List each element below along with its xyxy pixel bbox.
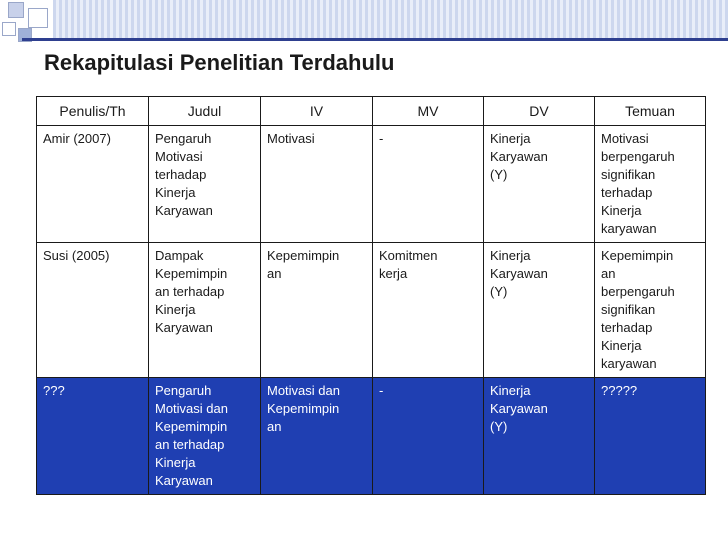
cell-text: Kinerja xyxy=(490,383,531,398)
cell-text: Komitmen xyxy=(379,248,438,263)
table-cell xyxy=(37,378,149,495)
cell-text: Motivasi xyxy=(267,131,315,146)
cell-text: Kepemimpin xyxy=(601,248,674,263)
cell-text: Motivasi dan xyxy=(155,401,228,416)
cell-text: Karyawan xyxy=(490,401,548,416)
cell-text: (Y) xyxy=(490,167,508,182)
cell-text: Karyawan xyxy=(155,320,213,335)
cell-text: Karyawan xyxy=(155,473,213,488)
cell-text: an xyxy=(601,266,616,281)
table-cell xyxy=(595,126,706,243)
table-row xyxy=(37,378,706,495)
cell-text: Kinerja xyxy=(601,338,642,353)
column-header: MV xyxy=(373,97,484,126)
cell-text: signifikan xyxy=(601,167,656,182)
table-cell xyxy=(149,378,261,495)
cell-text: kerja xyxy=(379,266,408,281)
column-header: Temuan xyxy=(595,97,706,126)
cell-text: an xyxy=(267,266,282,281)
cell-text: terhadap xyxy=(601,185,653,200)
table-cell xyxy=(373,378,484,495)
table-cell xyxy=(261,126,373,243)
table-cell xyxy=(484,126,595,243)
header-stripe-bar xyxy=(53,0,728,38)
cell-text: Kinerja xyxy=(155,302,196,317)
cell-text: Kepemimpin xyxy=(155,419,228,434)
cell-text: karyawan xyxy=(601,356,657,371)
cell-text: Kepemimpin xyxy=(267,248,340,263)
cell-text: signifikan xyxy=(601,302,656,317)
cell-text: Kinerja xyxy=(155,455,196,470)
cell-text: Pengaruh xyxy=(155,383,212,398)
cell-text: Kinerja xyxy=(155,185,196,200)
header-rule xyxy=(22,38,728,41)
cell-text: an xyxy=(267,419,282,434)
cell-text: an terhadap xyxy=(155,437,225,452)
cell-text: (Y) xyxy=(490,284,508,299)
cell-text: Kepemimpin xyxy=(155,266,228,281)
table-cell xyxy=(595,243,706,378)
table-cell xyxy=(149,126,261,243)
table-header-row xyxy=(37,97,706,126)
cell-text: Kepemimpin xyxy=(267,401,340,416)
table-row xyxy=(37,243,706,378)
cell-text: berpengaruh xyxy=(601,284,675,299)
cell-text: Karyawan xyxy=(155,203,213,218)
cell-text: Motivasi xyxy=(601,131,649,146)
table-cell xyxy=(373,243,484,378)
column-header: IV xyxy=(261,97,373,126)
cell-text: Motivasi dan xyxy=(267,383,340,398)
cell-text: Susi (2005) xyxy=(43,248,110,263)
slide-title: Rekapitulasi Penelitian Terdahulu xyxy=(44,50,395,75)
cell-text: Karyawan xyxy=(490,149,548,164)
cell-text: berpengaruh xyxy=(601,149,675,164)
column-header: Penulis/Th xyxy=(37,97,149,126)
cell-text: Kinerja xyxy=(490,131,531,146)
cell-text: Motivasi xyxy=(155,149,203,164)
table-cell xyxy=(261,243,373,378)
table-cell xyxy=(261,378,373,495)
cell-text: terhadap xyxy=(155,167,207,182)
table-cell xyxy=(37,126,149,243)
cell-text: ????? xyxy=(601,383,638,398)
table-cell xyxy=(373,126,484,243)
table-cell xyxy=(37,243,149,378)
table-cell xyxy=(484,378,595,495)
cell-text: karyawan xyxy=(601,221,657,236)
cell-text: ??? xyxy=(43,383,65,398)
deco-square-1 xyxy=(8,2,24,18)
cell-text: Dampak xyxy=(155,248,204,263)
cell-text: - xyxy=(379,383,384,398)
table-row xyxy=(37,126,706,243)
cell-text: - xyxy=(379,131,384,146)
column-header: Judul xyxy=(149,97,261,126)
table-cell xyxy=(484,243,595,378)
research-recap-table xyxy=(36,96,706,495)
cell-text: an terhadap xyxy=(155,284,225,299)
table-body xyxy=(37,126,706,495)
column-header: DV xyxy=(484,97,595,126)
cell-text: (Y) xyxy=(490,419,508,434)
deco-square-3 xyxy=(2,22,16,36)
cell-text: Amir (2007) xyxy=(43,131,111,146)
deco-square-2 xyxy=(28,8,48,28)
table-cell xyxy=(149,243,261,378)
cell-text: Kinerja xyxy=(601,203,642,218)
cell-text: Pengaruh xyxy=(155,131,212,146)
cell-text: Kinerja xyxy=(490,248,531,263)
table-cell xyxy=(595,378,706,495)
cell-text: Karyawan xyxy=(490,266,548,281)
cell-text: terhadap xyxy=(601,320,653,335)
